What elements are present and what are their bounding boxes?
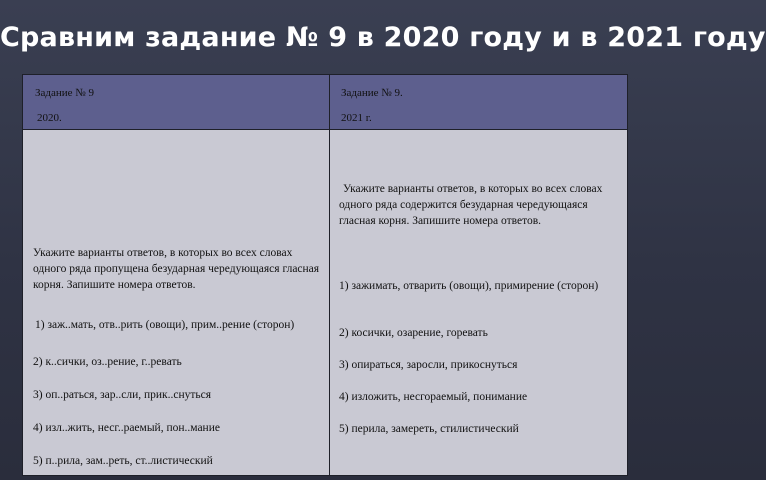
left-task-text: Укажите варианты ответов, в которых во всех словах одного ряда пропущена безударная чередующаяся гласная корня. Запишите номера ответов. [33,247,320,291]
right-option-5: 5) перила, замереть, стилистический [339,423,519,435]
left-option-4: 4) изл..жить, несг..раемый, пон..мание [33,422,220,434]
left-option-5: 5) п..рила, зам..реть, ст..листический [33,455,213,467]
slide-title: Сравним задание № 9 в 2020 году и в 2021 году [0,22,766,53]
right-task-text: Укажите варианты ответов, в которых во всех словах одного ряда содержится безударная чередующаяся гласная корня. Запишите номера ответов. [339,183,603,227]
left-option-3: 3) оп..раться, зар..сли, прик..снуться [33,389,212,401]
left-header-task-label: Задание № 9 [35,87,95,99]
left-option-1: 1) заж..мать, отв..рить (овощи), прим..рение (сторон) [35,319,295,331]
right-option-4: 4) изложить, несгораемый, понимание [339,391,528,403]
left-header-year: 2020. [37,112,62,124]
column-divider [329,75,330,475]
left-option-2: 2) к..сички, оз..рение, г..ревать [33,356,182,368]
right-option-3: 3) опираться, заросли, прикоснуться [339,359,518,371]
table-header-row [23,75,627,129]
right-option-2: 2) косички, озарение, горевать [339,327,488,339]
right-header-task-label: Задание № 9. [341,87,403,99]
header-divider [23,129,627,130]
right-header-year: 2021 г. [341,112,372,124]
right-option-1: 1) зажимать, отварить (овощи), примирение (сторон) [339,280,599,292]
comparison-table [22,74,628,476]
